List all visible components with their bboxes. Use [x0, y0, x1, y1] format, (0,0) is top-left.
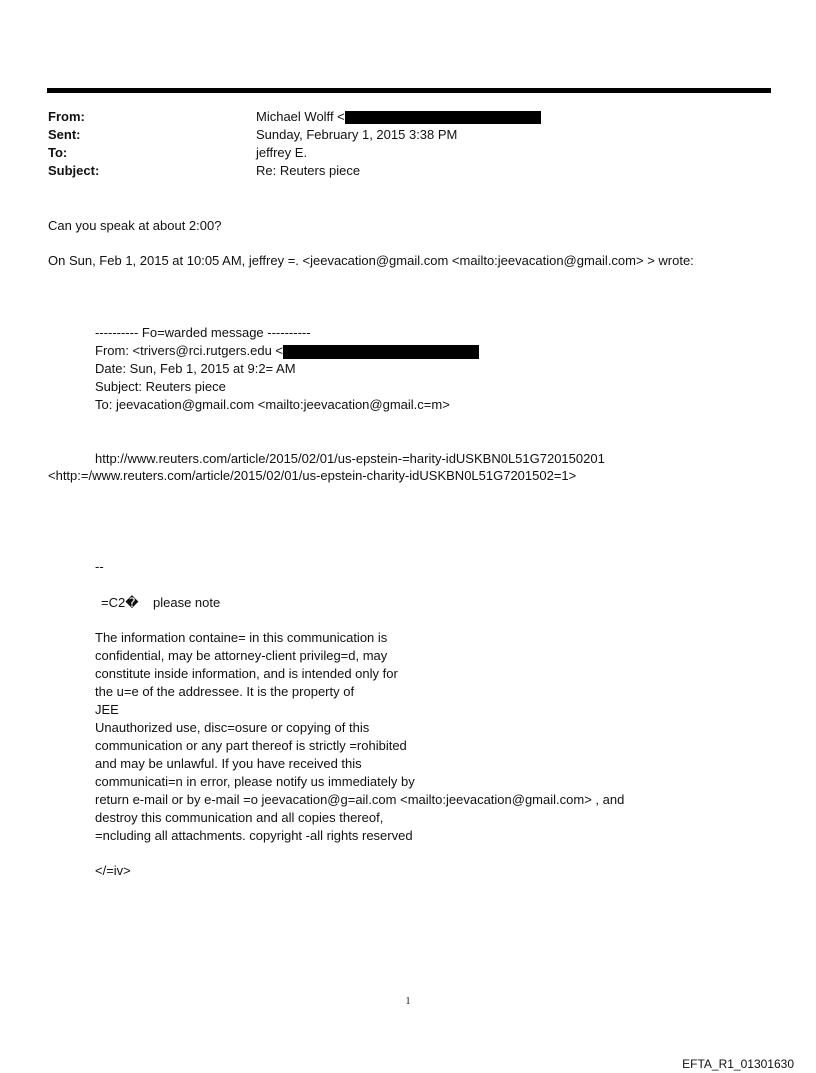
forward-to: To: jeevacation@gmail.com <mailto:jeevacation@gmail.c=m> — [95, 397, 450, 412]
subject-value: Re: Reuters piece — [256, 163, 361, 178]
article-link[interactable]: http://www.reuters.com/article/2015/02/01/us-epstein-=harity-idUSKBN0L51G720150201 — [95, 451, 605, 466]
reply-line: Can you speak at about 2:00? — [48, 218, 222, 233]
disclaimer-line: destroy this communication and all copies thereof, — [95, 810, 384, 825]
disclaimer — [95, 629, 624, 845]
signature-note: =C2� please note — [101, 595, 221, 610]
disclaimer-line: =ncluding all attachments. copyright -all rights reserved — [95, 828, 413, 843]
disclaimer-line: and may be unlawful. If you have received this — [95, 756, 362, 771]
disclaimer-line: the u=e of the addressee. It is the property of — [95, 684, 355, 699]
disclaimer-line: confidential, may be attorney-client privileg=d, may — [95, 648, 388, 663]
forward-subject: Subject: Reuters piece — [95, 379, 226, 394]
from-value — [256, 108, 541, 126]
subject-row — [48, 162, 541, 180]
article-link-alt[interactable]: <http:=/www.reuters.com/article/2015/02/01/us-epstein-charity-idUSKBN0L51G7201502=1> — [48, 468, 577, 483]
sent-row — [48, 126, 541, 144]
from-label: From: — [48, 109, 85, 124]
to-label: To: — [48, 145, 68, 160]
from-name: Michael Wolff < — [256, 109, 345, 124]
disclaimer-line: Unauthorized use, disc=osure or copying of this — [95, 720, 370, 735]
quote-header: On Sun, Feb 1, 2015 at 10:05 AM, jeffrey =. <jeevacation@gmail.com <mailto:jeevacation@gmail.com> > wrote: — [48, 253, 694, 268]
forwarded-block — [95, 324, 479, 414]
forward-from — [95, 342, 479, 360]
disclaimer-line: JEE — [95, 702, 119, 717]
disclaimer-line: The information containe= in this communication is — [95, 630, 388, 645]
disclaimer-line: communicati=n in error, please notify us immediately by — [95, 774, 415, 789]
forward-date: Date: Sun, Feb 1, 2015 at 9:2= AM — [95, 361, 296, 376]
forward-separator: ---------- Fo=warded message ---------- — [95, 325, 311, 340]
bates-number: EFTA_R1_01301630 — [682, 1057, 794, 1071]
to-row — [48, 144, 541, 162]
subject-label: Subject: — [48, 163, 100, 178]
redaction-box — [283, 345, 479, 359]
signature-dashes: -- — [95, 559, 104, 574]
email-header — [48, 108, 541, 180]
sent-value: Sunday, February 1, 2015 3:38 PM — [256, 127, 458, 142]
header-rule — [47, 88, 771, 93]
forward-from-text: From: <trivers@rci.rutgers.edu < — [95, 343, 284, 358]
sent-label: Sent: — [48, 127, 81, 142]
disclaimer-line: communication or any part thereof is strictly =rohibited — [95, 738, 407, 753]
from-row — [48, 108, 541, 126]
page-number: 1 — [405, 996, 411, 1007]
to-value: jeffrey E. — [256, 145, 308, 160]
redaction-box — [345, 111, 541, 124]
disclaimer-line: return e-mail or by e-mail =o jeevacation@g=ail.com <mailto:jeevacation@gmail.com> , and — [95, 792, 625, 807]
closing-tag: </=iv> — [95, 863, 131, 878]
disclaimer-line: constitute inside information, and is intended only for — [95, 666, 398, 681]
